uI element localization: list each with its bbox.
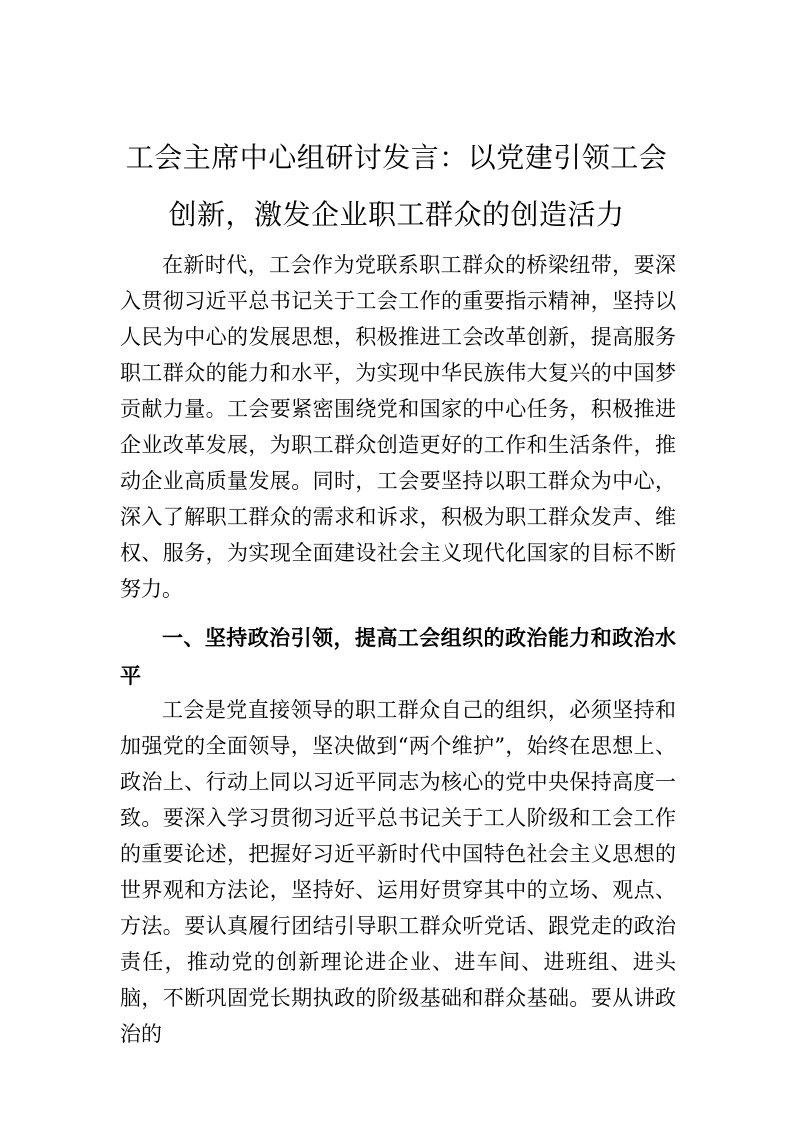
section-heading-1: 一、坚持政治引领，提高工会组织的政治能力和政治水平 xyxy=(120,626,676,688)
document-title-line1: 工会主席中心组研讨发言：以党建引领工会 xyxy=(125,141,668,174)
paragraph-section1: 工会是党直接领导的职工群众自己的组织，必须坚持和加强党的全面领导，坚决做到“两个维护”，始终在思想上、政治上、行动上同以习近平同志为核心的党中央保持高度一致。要深入学习贯彻习近平总书记关于工人阶级和工会工作的重要论述，把握好习近平新时代中国特色社会主义思想的世界观和方法论，坚持好、运用好贯穿其中的立场、观点、方法。要认真履行团结引导职工群众听党话、跟党走的政治责任，推动党的创新理论进企业、进车间、进班组、进头脑，不断巩固党长期执政的阶级基础和群众基础。要从讲政治的 xyxy=(120,698,676,1046)
paragraph-intro: 在新时代，工会作为党联系职工群众的桥梁纽带，要深入贯彻习近平总书记关于工会工作的重要指示精神，坚持以人民为中心的发展思想，积极推进工会改革创新，提高服务职工群众的能力和水平，为实现中华民族伟大复兴的中国梦贡献力量。工会要紧密围绕党和国家的中心任务，积极推进企业改革发展，为职工群众创造更好的工作和生活条件，推动企业高质量发展。同时，工会要坚持以职工群众为中心，深入了解职工群众的需求和诉求，积极为职工群众发声、维权、服务，为实现全面建设社会主义现代化国家的目标不断努力。 xyxy=(120,253,676,601)
document-title-line2: 创新，激发企业职工群众的创造活力 xyxy=(168,198,625,231)
